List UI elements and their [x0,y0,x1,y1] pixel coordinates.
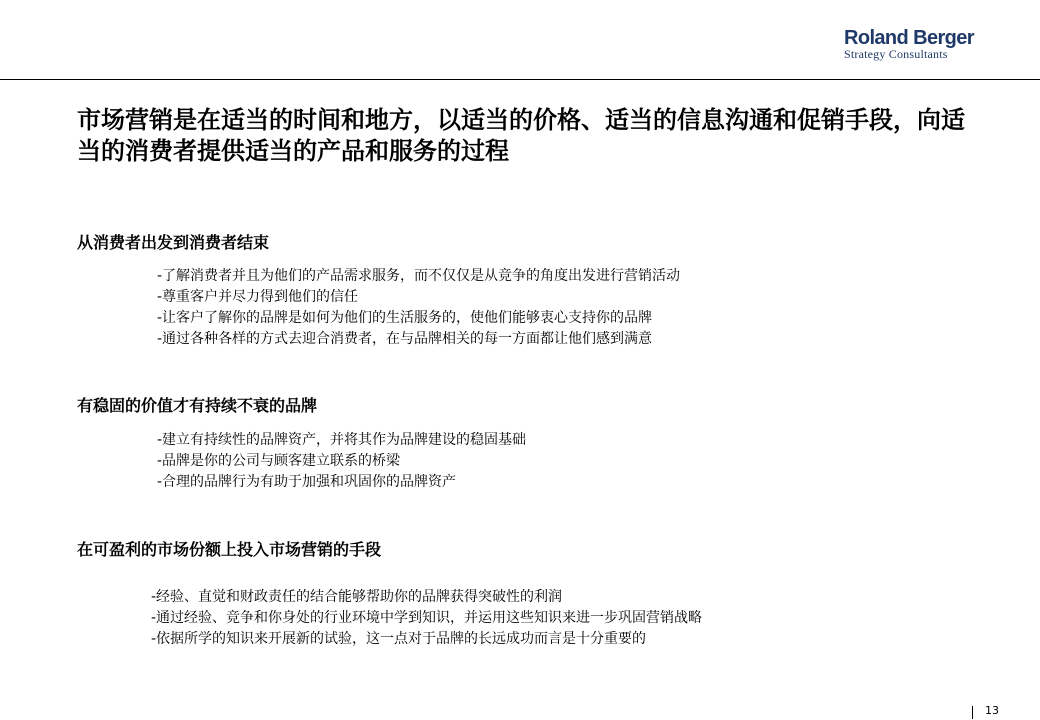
bullet-item: -通过经验、竞争和你身处的行业环境中学到知识，并运用这些知识来进一步巩固营销战略 [151,610,703,626]
bullet-item: -让客户了解你的品牌是如何为他们的生活服务的，使他们能够衷心支持你的品牌 [157,310,653,326]
bullet-list-profitable-market [151,587,702,650]
bullet-item: -通过各种各样的方式去迎合消费者，在与品牌相关的每一方面都让他们感到满意 [157,331,653,347]
logo-tagline: Strategy Consultants [843,47,948,61]
bullet-item: -建立有持续性的品牌资产，并将其作为品牌建设的稳固基础 [157,432,527,448]
header-divider [0,79,1040,80]
section-title-consumer: 从消费者出发到消费者结束 [77,233,270,252]
bullet-list-brand-value [157,430,526,493]
section-title-profitable-market: 在可盈利的市场份额上投入市场营销的手段 [77,540,382,559]
bullet-item: -经验、直觉和财政责任的结合能够帮助你的品牌获得突破性的利润 [151,589,563,605]
slide-headline: 市场营销是在适当的时间和地方，以适当的价格、适当的信息沟通和促销手段，向适当的消费者提供适当的产品和服务的过程 [77,105,965,165]
page-number-divider [972,706,973,719]
bullet-item: -合理的品牌行为有助于加强和巩固你的品牌资产 [157,474,457,490]
section-title-brand-value: 有稳固的价值才有持续不衰的品牌 [77,396,318,415]
logo-wordmark: Roland Berger [843,27,974,49]
page-number: 13 [985,704,999,717]
bullet-item: -品牌是你的公司与顾客建立联系的桥梁 [157,453,401,469]
bullet-item: -依据所学的知识来开展新的试验，这一点对于品牌的长远成功而言是十分重要的 [151,631,647,647]
bullet-item: -尊重客户并尽力得到他们的信任 [157,289,359,305]
roland-berger-logo [844,27,974,61]
bullet-item: -了解消费者并且为他们的产品需求服务，而不仅仅是从竞争的角度出发进行营销活动 [157,268,681,284]
bullet-list-consumer [157,266,680,350]
